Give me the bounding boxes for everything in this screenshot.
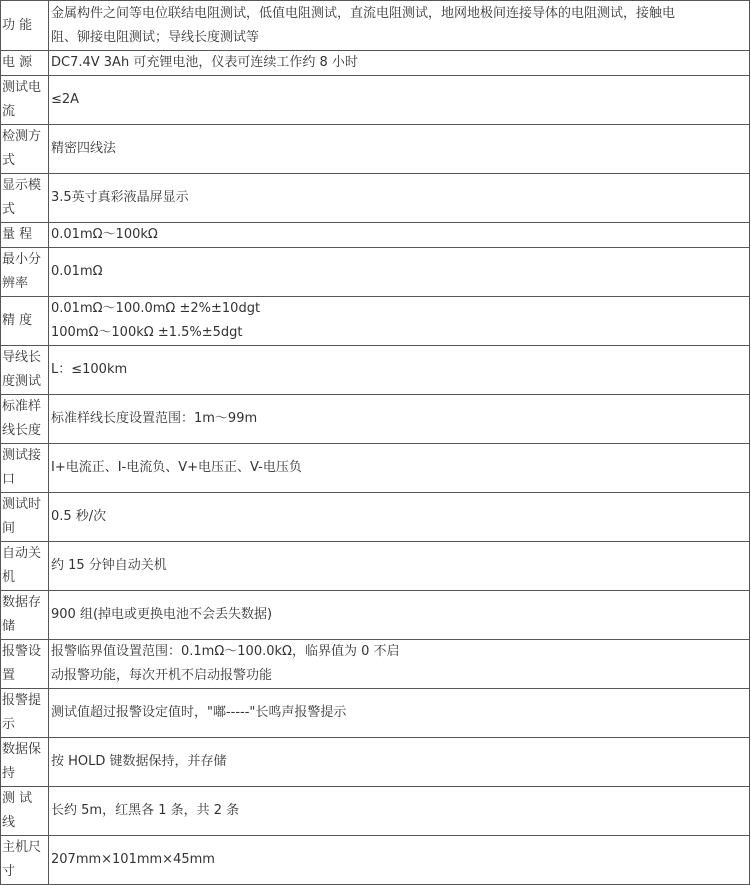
table-row (1, 76, 750, 125)
spec-value (49, 174, 750, 223)
spec-value (49, 542, 750, 591)
table-row (1, 248, 750, 297)
spec-value-line: 0.01mΩ～100.0mΩ ±2%±10dgt (51, 301, 261, 316)
table-row (1, 1, 750, 51)
spec-value (49, 1, 750, 51)
spec-value (49, 125, 750, 174)
spec-value-line: 动报警功能，每次开机不启动报警功能 (51, 668, 273, 683)
table-row (1, 297, 750, 346)
table-row (1, 395, 750, 444)
spec-value-line: 阻、铆接电阻测试；导线长度测试等 (51, 29, 260, 45)
spec-value (49, 297, 750, 346)
spec-value (49, 395, 750, 444)
table-row (1, 836, 750, 885)
spec-label: 主机尺寸 (1, 836, 49, 885)
spec-label: 数据存储 (1, 591, 49, 640)
spec-value (49, 76, 750, 125)
table-row (1, 174, 750, 223)
spec-value (49, 51, 750, 76)
spec-label: 数据保持 (1, 738, 49, 787)
spec-value (49, 346, 750, 395)
spec-label: 报警提示 (1, 689, 49, 738)
spec-value (49, 444, 750, 493)
spec-value (49, 640, 750, 689)
table-row (1, 738, 750, 787)
spec-value-line: ≤2A (51, 92, 80, 107)
spec-label: 量 程 (1, 223, 49, 248)
spec-label: 测试接口 (1, 444, 49, 493)
table-row (1, 591, 750, 640)
spec-value (49, 223, 750, 248)
table-row (1, 787, 750, 836)
spec-label: 检测方式 (1, 125, 49, 174)
spec-value (49, 836, 750, 885)
spec-label: 最小分辨率 (1, 248, 49, 297)
spec-value (49, 248, 750, 297)
spec-value (49, 591, 750, 640)
spec-value-line: 金属构件之间等电位联结电阻测试，低值电阻测试，直流电阻测试，地网地极间连接导体的电阻测试，接触电 (51, 5, 676, 21)
spec-value-line: 0.01mΩ～100kΩ (51, 227, 158, 242)
spec-label: 测试时间 (1, 493, 49, 542)
spec-value-line: 长约 5m，红黑各 1 条，共 2 条 (51, 803, 240, 818)
spec-value (49, 738, 750, 787)
table-row (1, 689, 750, 738)
spec-value-line: 207mm×101mm×45mm (51, 852, 215, 867)
spec-value-line: 按 HOLD 键数据保持，并存储 (51, 754, 227, 769)
spec-value-line: 100mΩ～100kΩ ±1.5%±5dgt (51, 325, 243, 340)
table-row (1, 444, 750, 493)
spec-value-line: 报警临界值设置范围：0.1mΩ～100.0kΩ，临界值为 0 不启 (51, 644, 400, 659)
spec-value-line: L：≤100km (51, 362, 128, 377)
spec-value-line: 标准样线长度设置范围：1m～99m (51, 411, 258, 426)
spec-value-line: 0.5 秒/次 (51, 509, 107, 524)
spec-label: 精 度 (1, 297, 49, 346)
spec-label: 显示模式 (1, 174, 49, 223)
table-row (1, 223, 750, 248)
spec-value-line: DC7.4V 3Ah 可充锂电池，仪表可连续工作约 8 小时 (51, 55, 358, 70)
table-row (1, 51, 750, 76)
table-row (1, 542, 750, 591)
spec-label: 电 源 (1, 51, 49, 76)
spec-label: 报警设置 (1, 640, 49, 689)
table-row (1, 640, 750, 689)
spec-value-line: 精密四线法 (51, 141, 117, 156)
spec-label: 测 试 线 (1, 787, 49, 836)
spec-value-line: 3.5英寸真彩液晶屏显示 (51, 190, 189, 205)
spec-value-line: I+电流正、I-电流负、V+电压正、V-电压负 (51, 460, 302, 475)
spec-label: 标准样线长度 (1, 395, 49, 444)
spec-value-line: 测试值超过报警设定值时，"嘟-----"长鸣声报警提示 (51, 705, 347, 720)
spec-label: 功 能 (1, 1, 49, 51)
spec-value (49, 787, 750, 836)
spec-value-line: 0.01mΩ (51, 264, 103, 279)
table-row (1, 125, 750, 174)
spec-value-line: 900 组(掉电或更换电池不会丢失数据) (51, 607, 273, 622)
table-row (1, 346, 750, 395)
spec-label: 导线长度测试 (1, 346, 49, 395)
spec-label: 自动关机 (1, 542, 49, 591)
spec-value-line: 约 15 分钟自动关机 (51, 558, 167, 573)
spec-value (49, 493, 750, 542)
table-row (1, 493, 750, 542)
spec-label: 测试电流 (1, 76, 49, 125)
spec-value (49, 689, 750, 738)
